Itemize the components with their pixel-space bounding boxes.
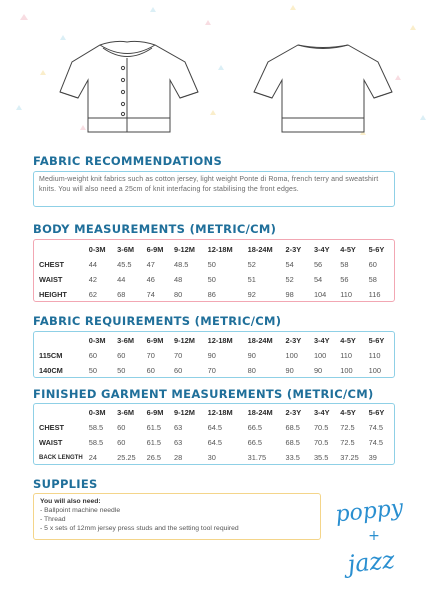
garment-illustrations <box>0 0 440 150</box>
measurement-cell: 90 <box>207 351 216 360</box>
size-header-cell: 3-6M <box>117 336 134 345</box>
measurement-cell: 100 <box>285 351 298 360</box>
table-header-row <box>34 405 394 420</box>
table-corner-cell <box>34 242 89 257</box>
measurement-cell: 98 <box>285 290 294 299</box>
measurement-cell: 46 <box>146 275 155 284</box>
size-header-cell: 2-3Y <box>285 408 302 417</box>
table-row <box>34 450 394 465</box>
measurement-cell: 44 <box>88 260 97 269</box>
table-row <box>34 272 394 287</box>
table-corner-cell <box>34 333 89 348</box>
size-header-cell: 3-6M <box>117 408 134 417</box>
size-header-cell: 6-9M <box>146 408 164 417</box>
measurement-cell: 58.5 <box>88 423 104 432</box>
measurement-cell: 63 <box>173 423 183 432</box>
fabric-requirements-box <box>33 331 395 378</box>
measurement-cell: 62 <box>88 290 97 299</box>
measurement-cell: 72.5 <box>340 438 355 447</box>
size-header-cell: 4-5Y <box>340 245 356 254</box>
measurement-cell: 63 <box>173 438 183 447</box>
table-row <box>34 348 394 363</box>
table-row <box>34 257 394 272</box>
table-row <box>34 420 394 435</box>
measurement-cell: 80 <box>173 290 183 299</box>
measurement-cell: 74.5 <box>368 423 384 432</box>
size-header-cell: 0-3M <box>88 336 106 345</box>
size-header-cell: 5-6Y <box>368 245 385 254</box>
measurement-cell: 90 <box>285 366 294 375</box>
measurement-cell: 24 <box>88 453 97 462</box>
size-header-cell: 6-9M <box>146 245 164 254</box>
measurement-cell: 110 <box>368 351 381 360</box>
measurement-cell: 116 <box>368 290 381 299</box>
measurement-cell: 60 <box>368 260 377 269</box>
measurement-cell: 44 <box>117 275 126 284</box>
measurement-cell: 50 <box>88 366 97 375</box>
row-label-cell: 140CM <box>39 366 63 375</box>
measurement-cell: 110 <box>340 351 353 360</box>
measurement-cell: 58.5 <box>88 438 104 447</box>
fabric-requirements-table <box>34 333 394 378</box>
finished-measurements-box <box>33 403 395 465</box>
supplies-box <box>33 493 321 540</box>
table-row <box>34 363 394 378</box>
row-label-cell: WAIST <box>39 438 63 447</box>
size-header-cell: 6-9M <box>146 336 164 345</box>
row-label-cell: WAIST <box>39 275 63 284</box>
measurement-cell: 54 <box>285 260 294 269</box>
table-row <box>34 287 394 302</box>
measurement-cell: 60 <box>146 366 155 375</box>
finished-measurements-table <box>34 405 394 465</box>
measurement-cell: 64.5 <box>207 423 223 432</box>
body-measurements-title: BODY MEASUREMENTS (METRIC/CM) <box>33 222 277 236</box>
measurement-cell: 86 <box>207 290 216 299</box>
measurement-cell: 39 <box>368 453 377 462</box>
fabric-recommendations-title: FABRIC RECOMMENDATIONS <box>33 154 223 168</box>
measurement-cell: 70.5 <box>313 438 329 447</box>
measurement-cell: 50 <box>117 366 126 375</box>
body-measurements-table <box>34 242 394 302</box>
measurement-cell: 70 <box>146 351 155 360</box>
size-header-cell: 5-6Y <box>368 336 385 345</box>
measurement-cell: 74.5 <box>368 438 384 447</box>
size-header-cell: 3-4Y <box>313 336 330 345</box>
size-header-cell: 12-18M <box>207 336 233 345</box>
measurement-cell: 58 <box>340 260 349 269</box>
measurement-cell: 33.5 <box>285 453 300 462</box>
size-header-cell: 18-24M <box>247 245 273 254</box>
measurement-cell: 47 <box>146 260 155 269</box>
measurement-cell: 68 <box>117 290 126 299</box>
measurement-cell: 100 <box>340 366 353 375</box>
measurement-cell: 50 <box>207 260 216 269</box>
supplies-title: SUPPLIES <box>33 477 98 491</box>
table-header-row <box>34 242 394 257</box>
measurement-cell: 70.5 <box>313 423 329 432</box>
measurement-cell: 70 <box>173 351 183 360</box>
measurement-cell: 50 <box>207 275 216 284</box>
size-header-cell: 3-4Y <box>313 245 330 254</box>
size-header-cell: 18-24M <box>247 408 273 417</box>
size-header-cell: 12-18M <box>207 245 233 254</box>
measurement-cell: 30 <box>207 453 216 462</box>
measurement-cell: 72.5 <box>340 423 355 432</box>
svg-text:+: + <box>368 528 380 544</box>
size-header-cell: 0-3M <box>88 245 106 254</box>
measurement-cell: 31.75 <box>247 453 267 462</box>
row-label-cell: CHEST <box>39 260 65 269</box>
size-header-cell: 0-3M <box>88 408 106 417</box>
measurement-cell: 61.5 <box>146 438 161 447</box>
body-measurements-box <box>33 239 395 302</box>
measurement-cell: 100 <box>313 351 327 360</box>
supplies-item: - Ballpoint machine needle <box>40 507 121 514</box>
size-header-cell: 9-12M <box>173 408 195 417</box>
measurement-cell: 45.5 <box>117 260 132 269</box>
finished-measurements-title: FINISHED GARMENT MEASUREMENTS (METRIC/CM) <box>33 387 374 401</box>
size-header-cell: 3-6M <box>117 245 134 254</box>
measurement-cell: 52 <box>285 275 294 284</box>
measurement-cell: 61.5 <box>146 423 161 432</box>
measurement-cell: 68.5 <box>285 423 300 432</box>
measurement-cell: 60 <box>117 438 126 447</box>
measurement-cell: 35.5 <box>313 453 329 462</box>
table-corner-cell <box>34 405 89 420</box>
row-label-cell: BACK LENGTH <box>39 454 83 461</box>
supplies-item: - Thread <box>40 516 66 523</box>
measurement-cell: 66.5 <box>247 438 263 447</box>
size-header-cell: 5-6Y <box>368 408 385 417</box>
measurement-cell: 66.5 <box>247 423 263 432</box>
measurement-cell: 60 <box>173 366 183 375</box>
measurement-cell: 92 <box>247 290 256 299</box>
size-header-cell: 4-5Y <box>340 336 356 345</box>
size-header-cell: 9-12M <box>173 336 195 345</box>
measurement-cell: 54 <box>313 275 323 284</box>
size-header-cell: 12-18M <box>207 408 233 417</box>
measurement-cell: 74 <box>146 290 155 299</box>
measurement-cell: 37.25 <box>340 453 359 462</box>
cardigan-front-drawing <box>60 41 198 132</box>
measurement-cell: 60 <box>88 351 97 360</box>
measurement-cell: 42 <box>88 275 97 284</box>
measurement-cell: 26.5 <box>146 453 161 462</box>
measurement-cell: 28 <box>173 453 183 462</box>
measurement-cell: 70 <box>207 366 216 375</box>
size-header-cell: 2-3Y <box>285 336 302 345</box>
measurement-cell: 56 <box>313 260 323 269</box>
fabric-requirements-title: FABRIC REQUIREMENTS (METRIC/CM) <box>33 314 282 328</box>
measurement-cell: 52 <box>247 260 256 269</box>
measurement-cell: 60 <box>117 423 126 432</box>
measurement-cell: 100 <box>368 366 381 375</box>
measurement-cell: 60 <box>117 351 126 360</box>
row-label-cell: 115CM <box>39 351 63 360</box>
size-header-cell: 2-3Y <box>285 245 302 254</box>
row-label-cell: CHEST <box>39 423 65 432</box>
table-header-row <box>34 333 394 348</box>
measurement-cell: 68.5 <box>285 438 300 447</box>
measurement-cell: 90 <box>313 366 323 375</box>
poppy-jazz-logo <box>330 490 410 585</box>
size-header-cell: 4-5Y <box>340 408 356 417</box>
svg-text:jazz: jazz <box>346 545 397 579</box>
fabric-recommendations-box <box>33 171 395 207</box>
supplies-heading: You will also need: <box>40 498 101 505</box>
measurement-cell: 48.5 <box>173 260 189 269</box>
measurement-cell: 110 <box>340 290 353 299</box>
size-header-cell: 18-24M <box>247 336 273 345</box>
svg-text:poppy: poppy <box>334 495 405 528</box>
size-header-cell: 9-12M <box>173 245 195 254</box>
size-header-cell: 3-4Y <box>313 408 330 417</box>
fabric-recommendations-text: Medium-weight knit fabrics such as cotton jersey, light weight Ponte di Roma, french terry and sweatshirt knits. You will also need a 25cm of knit interfacing for stabilising the front edges. <box>39 176 379 193</box>
measurement-cell: 90 <box>247 351 256 360</box>
measurement-cell: 64.5 <box>207 438 223 447</box>
cardigan-back-drawing <box>254 45 392 132</box>
measurement-cell: 104 <box>313 290 327 299</box>
measurement-cell: 56 <box>340 275 349 284</box>
measurement-cell: 80 <box>247 366 256 375</box>
measurement-cell: 48 <box>173 275 183 284</box>
measurement-cell: 25.25 <box>117 453 136 462</box>
measurement-cell: 51 <box>247 275 256 284</box>
row-label-cell: HEIGHT <box>39 290 67 299</box>
supplies-item: - 5 x sets of 12mm jersey press studs and the setting tool required <box>40 525 239 532</box>
measurement-cell: 58 <box>368 275 377 284</box>
table-row <box>34 435 394 450</box>
